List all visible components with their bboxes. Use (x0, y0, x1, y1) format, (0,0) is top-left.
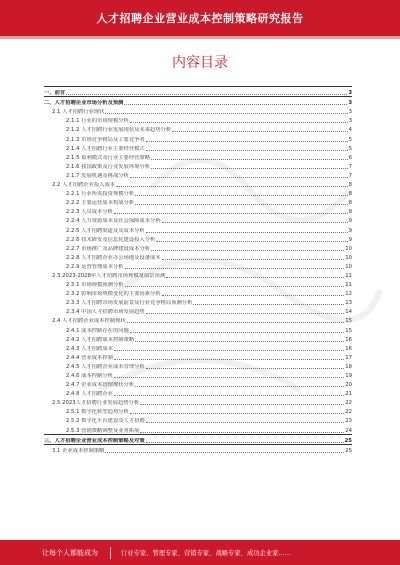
toc-leader-dots (146, 442, 344, 443)
table-of-contents (44, 86, 352, 454)
toc-leader-dots (130, 177, 348, 178)
toc-page-number: 11 (345, 282, 352, 289)
toc-page-number: 10 (345, 254, 352, 261)
toc-entry[interactable] (44, 343, 352, 352)
toc-page-number: 5 (348, 145, 352, 152)
toc-entry[interactable] (44, 434, 352, 445)
toc-entry-title: 2.4.1 成本控制存在的问题 (66, 327, 129, 334)
toc-page-number: 15 (345, 327, 352, 334)
toc-page-number: 24 (345, 427, 352, 434)
toc-page-number: 3 (348, 109, 352, 116)
toc-page-number: 7 (348, 163, 352, 170)
toc-heading: 内容目录 (172, 55, 228, 71)
toc-page-number: 3 (348, 118, 352, 125)
toc-leader-dots (135, 204, 347, 205)
toc-leader-dots (127, 322, 345, 323)
toc-entry-title: 2.1.7 发展机遇及挑战分析 (66, 172, 129, 179)
toc-page-number: 16 (345, 345, 352, 352)
toc-entry[interactable] (44, 188, 352, 197)
toc-entry-title: 2.5.3 营销策略调整及业务拓展 (66, 427, 140, 434)
toc-leader-dots (114, 359, 344, 360)
toc-page-number: 3 (348, 90, 352, 97)
toc-leader-dots (114, 377, 344, 378)
toc-page-number: 6 (348, 154, 352, 161)
toc-leader-dots (151, 168, 348, 169)
toc-entry[interactable] (44, 397, 352, 406)
toc-leader-dots (135, 341, 344, 342)
toc-page-number: 10 (345, 263, 352, 270)
toc-page-number: 7 (348, 172, 352, 179)
toc-entry[interactable] (44, 288, 352, 297)
toc-page-number: 14 (345, 309, 352, 316)
toc-leader-dots (146, 232, 348, 233)
toc-entry[interactable] (44, 115, 352, 124)
toc-leader-dots (130, 332, 344, 333)
toc-entry-title: 2.1 人才招聘行业现状 (52, 109, 105, 116)
toc-entry[interactable] (44, 152, 352, 161)
toc-page-number: 13 (345, 300, 352, 307)
toc-leader-dots (124, 104, 347, 105)
toc-leader-dots (166, 277, 344, 278)
toc-page-number: 3 (348, 100, 352, 107)
toc-entry[interactable] (44, 206, 352, 215)
toc-entry[interactable] (44, 224, 352, 233)
toc-entry[interactable] (44, 197, 352, 206)
toc-entry[interactable] (44, 424, 352, 433)
toc-leader-dots (151, 159, 348, 160)
toc-page-number: 15 (345, 318, 352, 325)
toc-leader-dots (146, 150, 348, 151)
toc-leader-dots (114, 350, 344, 351)
toc-entry[interactable] (44, 97, 352, 106)
toc-leader-dots (156, 241, 347, 242)
toc-entry[interactable] (44, 334, 352, 343)
toc-entry-title: 2.2.3 人员成本分析 (66, 209, 113, 216)
toc-entry[interactable] (44, 388, 352, 397)
toc-entry-title: 2.1.4 人才招聘行业主要经营模式 (66, 145, 145, 152)
toc-page-number: 8 (348, 182, 352, 189)
toc-entry-title: 2.2.6 技术研发及信息化建设投入分析 (66, 236, 156, 243)
toc-entry[interactable] (44, 379, 352, 388)
toc-page-number: 8 (348, 209, 352, 216)
toc-entry[interactable] (44, 161, 352, 170)
toc-page-number: 19 (345, 373, 352, 379)
toc-leader-dots (130, 122, 348, 123)
toc-page-number: 20 (345, 382, 352, 389)
toc-page-number: 8 (348, 191, 352, 198)
toc-entry-title: 2.4.5 人才招聘企业成本管理分析 (66, 363, 145, 370)
toc-entry[interactable] (44, 86, 352, 97)
toc-leader-dots (135, 386, 344, 387)
toc-leader-dots (135, 195, 347, 196)
toc-page-number: 23 (345, 418, 352, 425)
toc-entry-title: 2.2.1 行业所需投资规模分析 (66, 191, 135, 198)
toc-entry[interactable] (44, 133, 352, 142)
toc-leader-dots (130, 413, 344, 414)
toc-entry[interactable] (44, 124, 352, 133)
toc-entry-title: 2.2.5 人才招聘渠道及其成本分析 (66, 227, 145, 234)
toc-entry-title: 2.3.3 人才招聘市场发展前景及行业竞争格局预测分析 (66, 300, 193, 307)
toc-page-number: 25 (345, 447, 352, 454)
toc-entry[interactable] (44, 170, 352, 179)
toc-entry[interactable] (44, 361, 352, 370)
toc-page-number: 21 (345, 391, 352, 398)
toc-entry[interactable] (44, 243, 352, 252)
toc-entry-title: 2.2.7 市场推广及品牌建设成本分析 (66, 245, 151, 252)
toc-entry[interactable] (44, 315, 352, 324)
toc-leader-dots (146, 422, 345, 423)
toc-page-number: 10 (345, 245, 352, 252)
toc-entry-title: 2.2.2 主要运营成本构成分析 (66, 200, 135, 207)
toc-page-number: 16 (345, 336, 352, 343)
toc-entry-title: 2.1.5 盈利模式及行业主要经营策略 (66, 154, 151, 161)
toc-page-number: 12 (345, 291, 352, 298)
toc-entry[interactable] (44, 306, 352, 315)
toc-leader-dots (140, 432, 344, 433)
toc-page-number: 22 (345, 409, 352, 416)
toc-page-number: 17 (345, 354, 352, 361)
toc-page-number: 25 (344, 437, 352, 444)
toc-entry-title: 2.3.2 影响市场规模变化的主要因素分析 (66, 291, 161, 298)
toc-entry[interactable] (44, 279, 352, 288)
toc-entry-title: 2.2.9 运营管理成本分析 (66, 263, 124, 270)
toc-page-number: 9 (348, 218, 352, 225)
toc-entry-title: 2.4.8 人才招聘企业 (66, 391, 113, 398)
toc-leader-dots (146, 368, 345, 369)
toc-entry-title: 2.1.2 人才招聘行业发展现状及未来趋势分析 (66, 127, 172, 134)
toc-entry[interactable] (44, 370, 352, 379)
toc-entry[interactable] (44, 324, 352, 333)
toc-entry-title: 2.5 2023人才招聘行业发展趋势分析 (52, 400, 140, 407)
toc-entry-title: 三、人才招聘企业营业成本控制策略及对策 (44, 437, 145, 444)
toc-leader-dots (140, 404, 344, 405)
toc-page-number: 4 (348, 127, 352, 134)
toc-page-number: 8 (348, 200, 352, 207)
toc-entry-title: 一、前言 (44, 90, 66, 97)
toc-entry[interactable] (44, 415, 352, 424)
toc-entry-title: 2.1.3 市场竞争格局及主要竞争者 (66, 136, 145, 143)
toc-leader-dots (116, 186, 348, 187)
toc-entry-title: 2.1.6 我国政策及行业发展环境分析 (66, 163, 151, 170)
toc-entry-title: 2.5.2 数字化平台建设及人才招聘 (66, 418, 145, 425)
toc-entry[interactable] (44, 179, 352, 188)
toc-leader-dots (66, 94, 347, 95)
toc-leader-dots (125, 286, 345, 287)
toc-entry-title: 2.5.1 数字化转型趋势分析 (66, 409, 129, 416)
toc-page-number: 9 (348, 236, 352, 243)
toc-leader-dots (193, 304, 344, 305)
toc-entry-title: 2.3 2023-2028年人才招聘市场规模及前景预测 (52, 272, 166, 279)
toc-entry-title: 2.3.4 中国人才招聘市场发展趋势 (66, 309, 145, 316)
report-header (0, 0, 400, 36)
toc-leader-dots (172, 131, 347, 132)
toc-entry-title: 2.4.4 营业成本控制 (66, 354, 113, 361)
toc-entry[interactable] (44, 352, 352, 361)
toc-leader-dots (114, 395, 344, 396)
toc-page-number: 5 (348, 136, 352, 143)
toc-page-number: 9 (348, 227, 352, 234)
toc-entry-title: 2.4.6 成本控制分析 (66, 373, 113, 379)
toc-leader-dots (146, 313, 345, 314)
toc-entry[interactable] (44, 445, 352, 454)
toc-leader-dots (105, 113, 347, 114)
toc-entry-title: 2.2.8 人才招聘企业办公场地及设备成本 (66, 254, 161, 261)
toc-entry[interactable] (44, 297, 352, 306)
toc-leader-dots (162, 295, 345, 296)
report-title: 人才招聘企业营业成本控制策略研究报告 (96, 12, 304, 25)
footer-bar (0, 540, 400, 565)
toc-leader-dots (125, 268, 345, 269)
toc-entry-title: 3.1 企业成本控制策略 (52, 447, 105, 454)
toc-entry-title: 2.4.3 人才招聘成本 (66, 345, 113, 352)
toc-entry-title: 2.2 人才招聘企业投入成本 (52, 182, 116, 189)
footer-divider (110, 547, 111, 559)
toc-leader-dots (114, 213, 348, 214)
toc-leader-dots (146, 141, 348, 142)
toc-entry[interactable] (44, 406, 352, 415)
toc-leader-dots (162, 222, 348, 223)
footer-slogan: 让每个人都能成为 (42, 548, 98, 557)
toc-page-number: 22 (345, 400, 352, 407)
toc-entry-title: 2.1.1 行业的市场规模分析 (66, 118, 129, 125)
toc-entry[interactable] (44, 106, 352, 115)
toc-entry-title: 2.4.2 人才招聘成本控制策略 (66, 336, 135, 343)
toc-page-number: 18 (345, 363, 352, 370)
toc-entry-title: 2.4 人才招聘企业成本控制现状 (52, 318, 126, 325)
toc-leader-dots (105, 452, 344, 453)
footer-roles: 行业专家、管理专家、营销专家、战略专家、成功企业家…… (121, 550, 292, 557)
toc-page-number: 11 (345, 272, 352, 279)
toc-entry-title: 2.2.4 人力资源成本及社会保障成本分析 (66, 218, 161, 225)
header-divider (0, 36, 400, 39)
toc-leader-dots (162, 259, 345, 260)
toc-entry[interactable] (44, 270, 352, 279)
toc-leader-dots (151, 250, 344, 251)
toc-entry-title: 二、人才招聘企业市场分析及预测 (44, 100, 124, 107)
toc-entry-title: 2.4.7 企业成本管理现状分析 (66, 382, 135, 389)
toc-entry[interactable] (44, 261, 352, 270)
toc-entry-title: 2.3.1 市场规模预测分析 (66, 282, 124, 289)
toc-entry[interactable] (44, 143, 352, 152)
toc-entry[interactable] (44, 252, 352, 261)
toc-entry[interactable] (44, 234, 352, 243)
toc-entry[interactable] (44, 215, 352, 224)
